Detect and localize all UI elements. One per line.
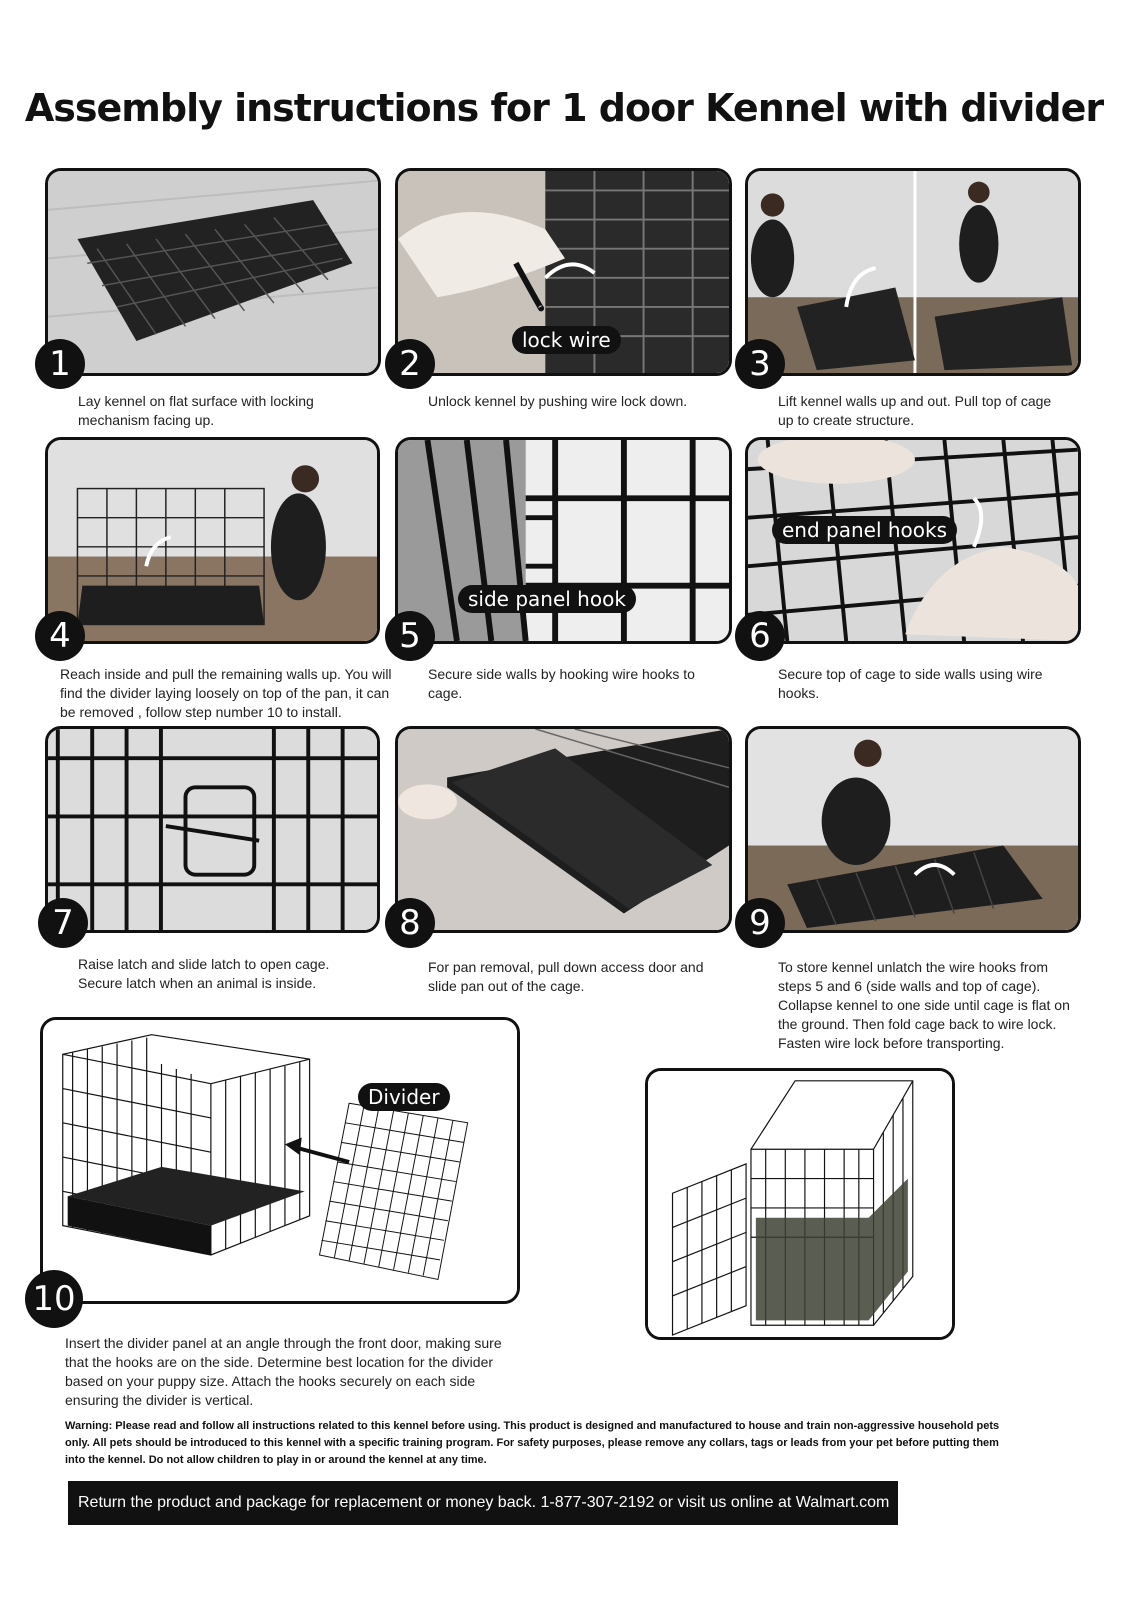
step-2-number: 2 (385, 339, 435, 389)
warning-text: Warning: Please read and follow all instructions related to this kennel before using. This product is designed and manufactured to house and train non-aggressive household pets only. All pets should be introduced to this kennel with a specific training program. For safety purposes, please remove any collars, tags or leads from your pet before putting them into the kennel. Do not allow children to play in or around the kennel at any time. (65, 1420, 1000, 1466)
footer-banner: Return the product and package for replacement or money back. 1-877-307-2192 or visit us online at Walmart.com (68, 1481, 898, 1525)
step-1-photo (45, 168, 381, 376)
kennel-finished-photo (645, 1068, 955, 1340)
lock-wire-label: lock wire (512, 326, 621, 354)
step-6-number: 6 (735, 611, 785, 661)
step-1-number: 1 (35, 339, 85, 389)
step-10-caption: Insert the divider panel at an angle through the front door, making sure that the hooks are on the side. Determine best location for the divider based on your puppy size. Attach the hooks securely on each side ensuring the divider is vertical. (65, 1335, 502, 1408)
step-9-caption: To store kennel unlatch the wire hooks from steps 5 and 6 (side walls and top of cage). Collapse kennel to one side until cage is flat on the ground. Then fold cage back to wire lock. Fasten wire lock before transporting. (778, 959, 1070, 1051)
step-6-caption: Secure top of cage to side walls using wire hooks. (778, 666, 1043, 701)
step-5-number: 5 (385, 611, 435, 661)
step-3-caption: Lift kennel walls up and out. Pull top of cage up to create structure. (778, 393, 1052, 428)
step-7-number: 7 (38, 898, 88, 948)
divider-label: Divider (358, 1083, 450, 1111)
end-panel-hooks-label: end panel hooks (772, 516, 957, 544)
step-4-number: 4 (35, 611, 85, 661)
step-7-caption: Raise latch and slide latch to open cage. Secure latch when an animal is inside. (78, 956, 330, 991)
step-2-caption: Unlock kennel by pushing wire lock down. (428, 393, 688, 409)
step-8-number: 8 (385, 898, 435, 948)
step-8-caption: For pan removal, pull down access door and slide pan out of the cage. (428, 959, 704, 994)
page-title: Assembly instructions for 1 door Kennel with divider (24, 86, 1104, 130)
step-4-caption: Reach inside and pull the remaining walls up. You will find the divider laying loosely on top of the pan, it can be removed , follow step number 10 to install. (60, 666, 392, 720)
step-7-photo (45, 726, 380, 933)
step-10-photo (40, 1017, 520, 1304)
side-panel-hook-label: side panel hook (458, 585, 636, 613)
step-1-caption: Lay kennel on flat surface with locking mechanism facing up. (78, 393, 314, 428)
step-10-number: 10 (25, 1270, 83, 1328)
step-5-caption: Secure side walls by hooking wire hooks to cage. (428, 666, 695, 701)
step-3-number: 3 (735, 339, 785, 389)
step-4-photo (45, 437, 380, 644)
step-8-photo (395, 726, 732, 933)
step-3-photo (745, 168, 1081, 376)
step-9-photo (745, 726, 1081, 933)
step-9-number: 9 (735, 898, 785, 948)
